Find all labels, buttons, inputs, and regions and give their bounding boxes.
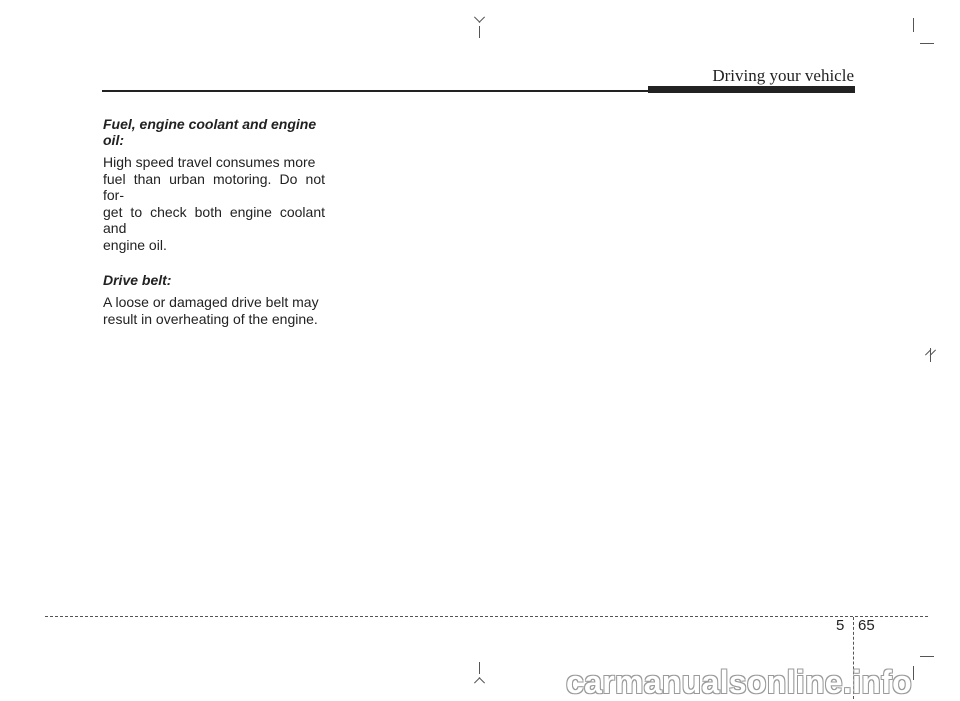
paragraph-fuel-coolant-oil: [103, 154, 325, 253]
registration-mark-bottom-center-diag-right: [479, 677, 485, 683]
section-title: Driving your vehicle: [712, 66, 854, 85]
text-line: get to check both engine coolant and: [103, 203, 325, 236]
crop-mark-bottom-right-horizontal: [920, 656, 934, 657]
section-fuel-coolant-oil: [103, 116, 325, 253]
crop-mark-top-right-vertical: [913, 18, 914, 32]
section-drive-belt: [103, 272, 325, 327]
registration-mark-top-center: [479, 26, 480, 38]
crop-mark-bottom-right-vertical: [913, 666, 914, 680]
text-line: A loose or damaged drive belt may: [103, 294, 319, 310]
text-line: fuel than urban motoring. Do not for-: [103, 170, 325, 203]
page-number: 65: [858, 617, 875, 634]
content-column: [103, 116, 325, 327]
header-rule-accent: [648, 86, 855, 93]
subheading-line: oil:: [103, 132, 124, 148]
text-line: High speed travel consumes more: [103, 154, 316, 170]
registration-mark-top-center-diag-right: [479, 16, 485, 22]
header-rule: [102, 90, 650, 92]
crop-mark-top-right-horizontal: [920, 43, 934, 44]
watermark: carmanualsonline.info: [566, 664, 912, 700]
footer-rule: [45, 616, 928, 617]
registration-mark-bottom-center: [479, 662, 480, 674]
subheading-drive-belt: Drive belt:: [103, 272, 172, 288]
chapter-number: 5: [836, 617, 845, 634]
subheading-fuel-coolant-oil: [103, 116, 325, 148]
text-line: engine oil.: [103, 236, 167, 253]
text-line: result in overheating of the engine.: [103, 310, 318, 327]
paragraph-drive-belt: [103, 294, 325, 327]
subheading-line: Fuel, engine coolant and engine: [103, 116, 317, 132]
